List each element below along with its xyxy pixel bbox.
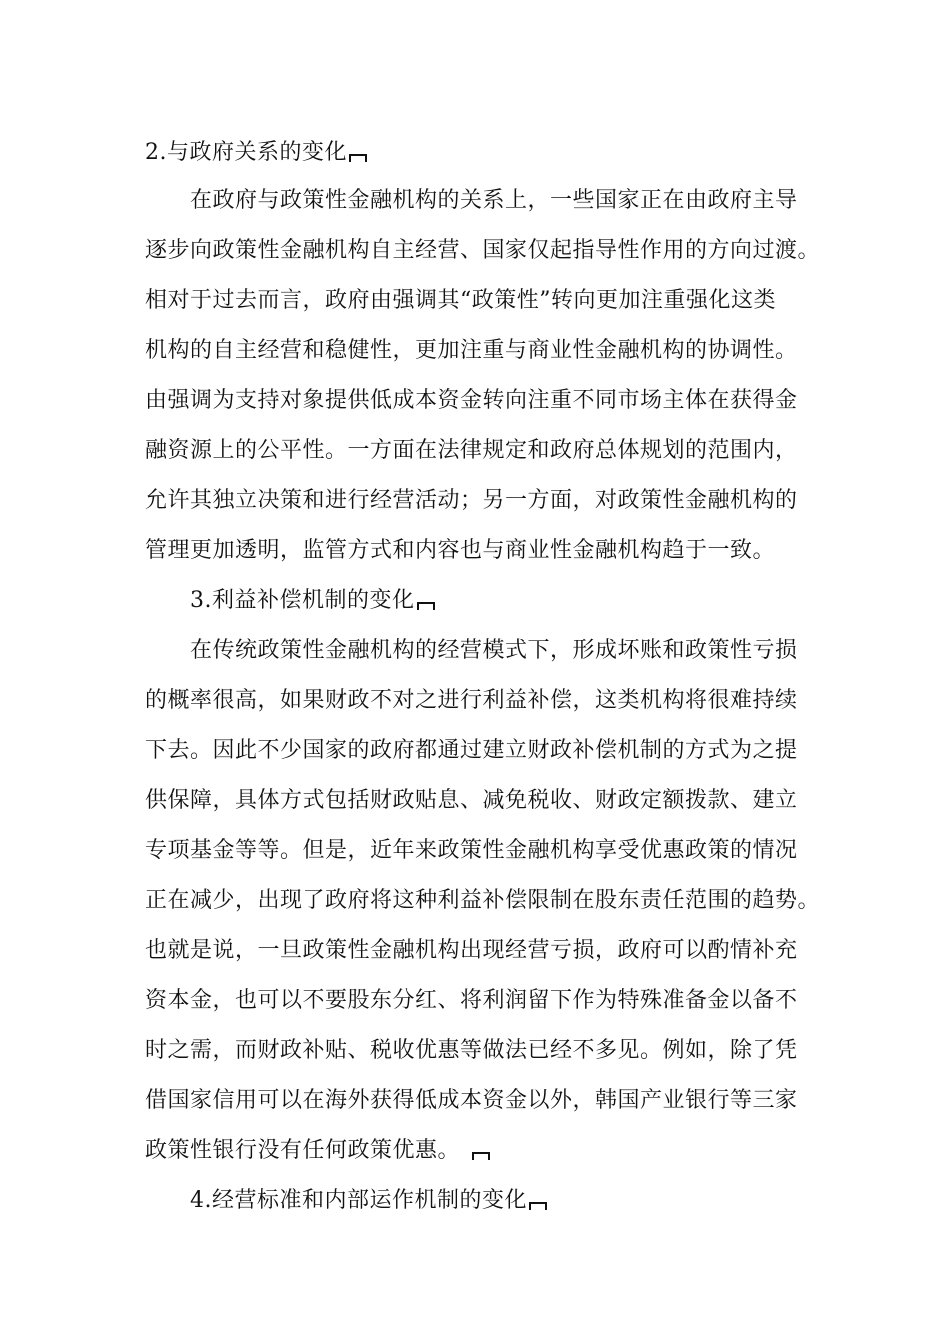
text-line: 融资源上的公平性。一方面在法律规定和政府总体规划的范围内， xyxy=(145,438,798,463)
text-line: 政策性银行没有任何政策优惠。 xyxy=(145,1136,490,1166)
text-line: 正在减少，出现了政府将这种利益补偿限制在股东责任范围的趋势。 xyxy=(145,888,821,913)
text-line: 时之需，而财政补贴、税收优惠等做法已经不多见。例如，除了凭 xyxy=(145,1038,798,1063)
paragraph-mark-icon xyxy=(417,602,435,610)
text-line: 相对于过去而言，政府由强调其“政策性”转向更加注重强化这类 xyxy=(145,288,776,313)
text-line: 供保障，具体方式包括财政贴息、减免税收、财政定额拨款、建立 xyxy=(145,788,798,813)
text-line: 允许其独立决策和进行经营活动；另一方面，对政策性金融机构的 xyxy=(145,488,798,513)
paragraph-mark-icon xyxy=(472,1152,490,1160)
text-line: 管理更加透明，监管方式和内容也与商业性金融机构趋于一致。 xyxy=(145,538,776,563)
text-line: 逐步向政策性金融机构自主经营、国家仅起指导性作用的方向过渡。 xyxy=(145,238,821,263)
text-line: 专项基金等等。但是，近年来政策性金融机构享受优惠政策的情况 xyxy=(145,838,798,863)
text-line: 下去。因此不少国家的政府都通过建立财政补偿机制的方式为之提 xyxy=(145,738,798,763)
paragraph-mark-icon xyxy=(529,1202,547,1210)
text-line: 的概率很高，如果财政不对之进行利益补偿，这类机构将很难持续 xyxy=(145,688,798,713)
text-line: 机构的自主经营和稳健性，更加注重与商业性金融机构的协调性。 xyxy=(145,338,798,363)
text-line: 借国家信用可以在海外获得低成本资金以外，韩国产业银行等三家 xyxy=(145,1088,798,1113)
text-line: 由强调为支持对象提供低成本资金转向注重不同市场主体在获得金 xyxy=(145,388,798,413)
section-heading-4: 4.经营标准和内部运作机制的变化 xyxy=(190,1186,547,1216)
paragraph-mark-icon xyxy=(349,154,367,162)
text-line: 在政府与政策性金融机构的关系上，一些国家正在由政府主导 xyxy=(190,188,798,213)
section-heading-2: 2.与政府关系的变化 xyxy=(145,138,367,168)
text-line: 在传统政策性金融机构的经营模式下，形成坏账和政策性亏损 xyxy=(190,638,798,663)
section-heading-3: 3.利益补偿机制的变化 xyxy=(190,586,435,616)
text-line: 也就是说，一旦政策性金融机构出现经营亏损，政府可以酌情补充 xyxy=(145,938,798,963)
text-line: 资本金，也可以不要股东分红、将利润留下作为特殊准备金以备不 xyxy=(145,988,798,1013)
